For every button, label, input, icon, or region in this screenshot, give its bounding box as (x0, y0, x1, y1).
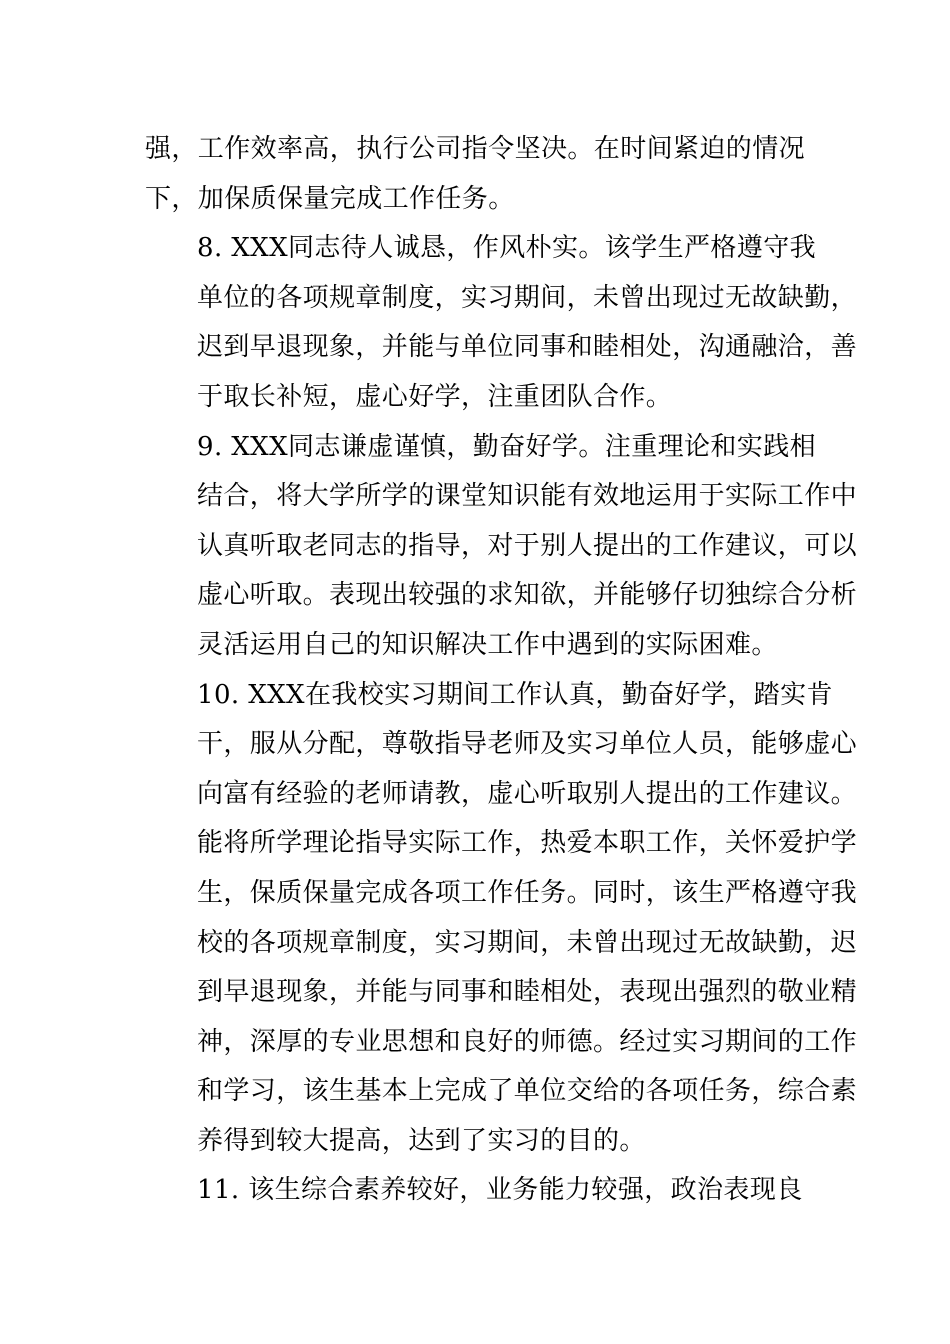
text-line: 校的各项规章制度，实习期间，未曾出现过无故缺勤，迟 (197, 927, 858, 958)
text-line: 到早退现象，并能与同事和睦相处，表现出强烈的敬业精 (197, 977, 858, 1008)
text-line: 单位的各项规章制度，实习期间，未曾出现过无故缺勤， (197, 282, 858, 313)
text-line: 向富有经验的老师请教，虚心听取别人提出的工作建议。 (197, 778, 858, 809)
paragraph-item-9 (145, 423, 858, 671)
text-line: 养得到较大提高，达到了实习的目的。 (197, 1125, 646, 1156)
paragraph-item-8 (145, 224, 858, 422)
text-line: 9. XXX同志谦虚谨慎，勤奋好学。注重理论和实践相 (197, 431, 817, 462)
text-line: 下，加保质保量完成工作任务。 (145, 183, 515, 214)
paragraph-continued (145, 125, 810, 224)
text-line: 和学习，该生基本上完成了单位交给的各项任务，综合素 (197, 1076, 858, 1107)
paragraph-item-11 (145, 1166, 810, 1216)
text-line: 8. XXX同志待人诚恳，作风朴实。该学生严格遵守我 (197, 233, 817, 264)
text-line: 强，工作效率高，执行公司指令坚决。在时间紧迫的情况 (145, 134, 806, 164)
text-line: 结合，将大学所学的课堂知识能有效地运用于实际工作中 (197, 481, 858, 512)
text-line: 11. 该生综合素养较好，业务能力较强，政治表现良 (197, 1175, 803, 1206)
text-line: 能将所学理论指导实际工作，热爱本职工作，关怀爱护学 (197, 828, 858, 859)
text-line: 干，服从分配，尊敬指导老师及实习单位人员，能够虚心 (197, 729, 858, 760)
document-page (145, 125, 858, 1216)
text-line: 认真听取老同志的指导，对于别人提出的工作建议，可以 (197, 530, 858, 561)
paragraph-item-10 (145, 671, 858, 1167)
text-line: 10. XXX在我校实习期间工作认真，勤奋好学，踏实肯 (197, 679, 833, 710)
text-line: 神，深厚的专业思想和良好的师德。经过实习期间的工作 (197, 1026, 858, 1057)
text-line: 灵活运用自己的知识解决工作中遇到的实际困难。 (197, 629, 778, 660)
text-line: 于取长补短，虚心好学，注重团队合作。 (197, 381, 673, 412)
text-line: 生，保质保量完成各项工作任务。同时，该生严格遵守我 (197, 877, 858, 908)
text-line: 迟到早退现象，并能与单位同事和睦相处，沟通融洽，善 (197, 332, 858, 363)
text-line: 虚心听取。表现出较强的求知欲，并能够仔切独综合分析 (197, 580, 858, 611)
